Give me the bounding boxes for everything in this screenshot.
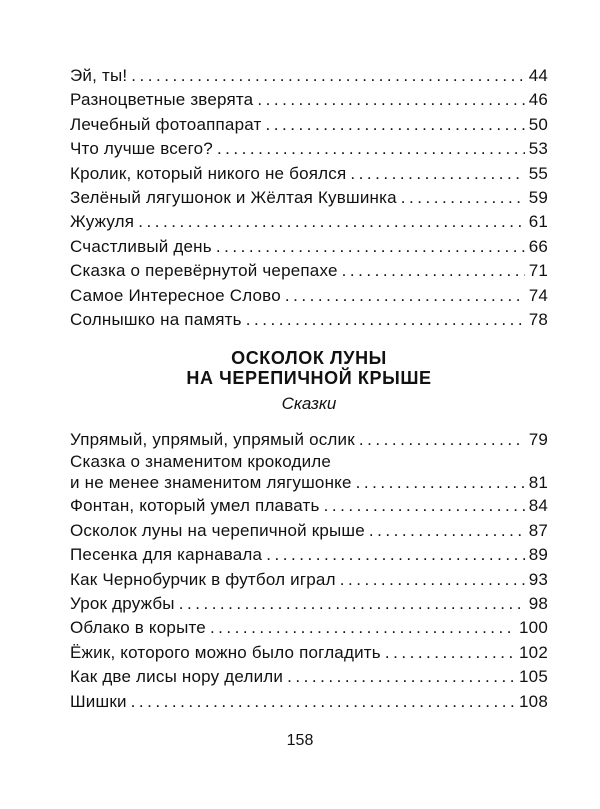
toc-entry-page: 71 <box>528 261 548 281</box>
toc-entry-title: Упрямый, упрямый, упрямый ослик <box>70 430 355 449</box>
toc-entry-title: и не менее знаменитом лягушонке <box>70 473 352 493</box>
dot-leader <box>324 494 525 518</box>
toc-entry-page: 66 <box>528 236 548 256</box>
toc-entry-title: Жужуля <box>70 212 135 232</box>
table-of-contents-part1 <box>70 64 548 332</box>
toc-entry-page: 79 <box>528 430 548 449</box>
dot-leader <box>356 472 525 494</box>
toc-entry-page: 59 <box>528 188 548 208</box>
toc-entry-page: 84 <box>528 496 548 516</box>
toc-entry-title: Эй, ты! <box>70 66 128 85</box>
dot-leader <box>131 690 515 714</box>
page-number: 158 <box>286 732 314 749</box>
toc-entry <box>70 284 548 308</box>
toc-entry-title: Лечебный фотоаппарат <box>70 114 262 134</box>
toc-entry-title: Зелёный лягушонок и Жёлтая Кувшинка <box>70 188 397 208</box>
toc-entry-page: 93 <box>528 569 548 589</box>
dot-leader <box>131 64 524 88</box>
toc-entry-title: Песенка для карнавала <box>70 545 263 565</box>
toc-entry <box>70 64 548 88</box>
toc-entry <box>70 113 548 137</box>
toc-entry <box>70 162 548 186</box>
toc-entry-title: Как Чернобурчик в футбол играл <box>70 569 336 589</box>
toc-entry-page: 100 <box>519 618 548 638</box>
toc-entry-page: 89 <box>528 545 548 565</box>
toc-entry-page: 105 <box>519 667 548 687</box>
toc-entry-page: 78 <box>528 310 548 330</box>
toc-entry <box>70 616 548 640</box>
toc-entry-title: Фонтан, который умел плавать <box>70 496 320 516</box>
toc-entry-multiline <box>70 452 548 494</box>
toc-entry-title: Осколок луны на черепичной крыше <box>70 520 365 540</box>
toc-entry <box>70 137 548 161</box>
toc-entry-title: Что лучше всего? <box>70 139 213 159</box>
toc-entry-page: 98 <box>528 594 548 614</box>
toc-entry-page: 46 <box>528 90 548 110</box>
toc-entry <box>70 519 548 543</box>
toc-entry <box>70 472 548 494</box>
toc-entry-title: Кролик, который никого не боялся <box>70 163 347 183</box>
dot-leader <box>350 162 524 186</box>
dot-leader <box>216 235 525 259</box>
dot-leader <box>138 210 524 234</box>
toc-entry <box>70 428 548 452</box>
toc-entry <box>70 690 548 714</box>
toc-entry-page: 81 <box>528 473 548 493</box>
toc-entry <box>70 210 548 234</box>
toc-entry-page: 74 <box>528 285 548 305</box>
toc-entry <box>70 641 548 665</box>
dot-leader <box>179 592 525 616</box>
toc-entry <box>70 494 548 518</box>
dot-leader <box>385 641 515 665</box>
toc-entry-title: Облако в корыте <box>70 618 206 638</box>
toc-entry-page: 108 <box>519 691 548 711</box>
toc-entry-title: Счастливый день <box>70 236 212 256</box>
section-heading <box>70 348 548 416</box>
toc-entry-title-line1: Сказка о знаменитом крокодиле <box>70 452 332 472</box>
toc-entry-page: 50 <box>528 114 548 134</box>
toc-entry-page: 53 <box>528 139 548 159</box>
toc-entry <box>70 308 548 332</box>
toc-entry-title: Разноцветные зверята <box>70 90 254 110</box>
toc-entry-title: Урок дружбы <box>70 594 175 614</box>
toc-entry-page: 102 <box>519 642 548 662</box>
toc-entry-title: Сказка о перевёрнутой черепахе <box>70 261 338 281</box>
toc-entry <box>70 665 548 689</box>
dot-leader <box>340 568 525 592</box>
toc-entry-title: Солнышко на память <box>70 310 242 330</box>
section-title-line2: НА ЧЕРЕПИЧНОЙ КРЫШЕ <box>186 368 432 388</box>
dot-leader <box>359 428 525 452</box>
section-title-line1: ОСКОЛОК ЛУНЫ <box>231 348 387 368</box>
toc-entry-page: 61 <box>528 212 548 232</box>
dot-leader <box>266 113 525 137</box>
toc-entry <box>70 88 548 112</box>
toc-entry-title: Шишки <box>70 691 127 711</box>
toc-entry-page: 55 <box>528 163 548 183</box>
dot-leader <box>257 88 524 112</box>
dot-leader <box>287 665 515 689</box>
toc-entry-page: 44 <box>528 66 548 85</box>
dot-leader <box>217 137 525 161</box>
toc-entry <box>70 592 548 616</box>
dot-leader <box>401 186 525 210</box>
toc-entry-title: Ёжик, которого можно было погладить <box>70 642 381 662</box>
dot-leader <box>210 616 515 640</box>
toc-entry <box>70 259 548 283</box>
dot-leader <box>266 543 524 567</box>
table-of-contents-part2 <box>70 428 548 714</box>
dot-leader <box>246 308 525 332</box>
toc-entry <box>70 543 548 567</box>
dot-leader <box>342 259 525 283</box>
toc-entry <box>70 568 548 592</box>
toc-entry-title: Как две лисы нору делили <box>70 667 284 687</box>
toc-entry-title: Самое Интересное Слово <box>70 285 281 305</box>
toc-entry-page: 87 <box>528 520 548 540</box>
dot-leader <box>285 284 525 308</box>
section-subtitle: Сказки <box>281 394 337 413</box>
toc-entry <box>70 186 548 210</box>
dot-leader <box>369 519 525 543</box>
toc-entry <box>70 235 548 259</box>
